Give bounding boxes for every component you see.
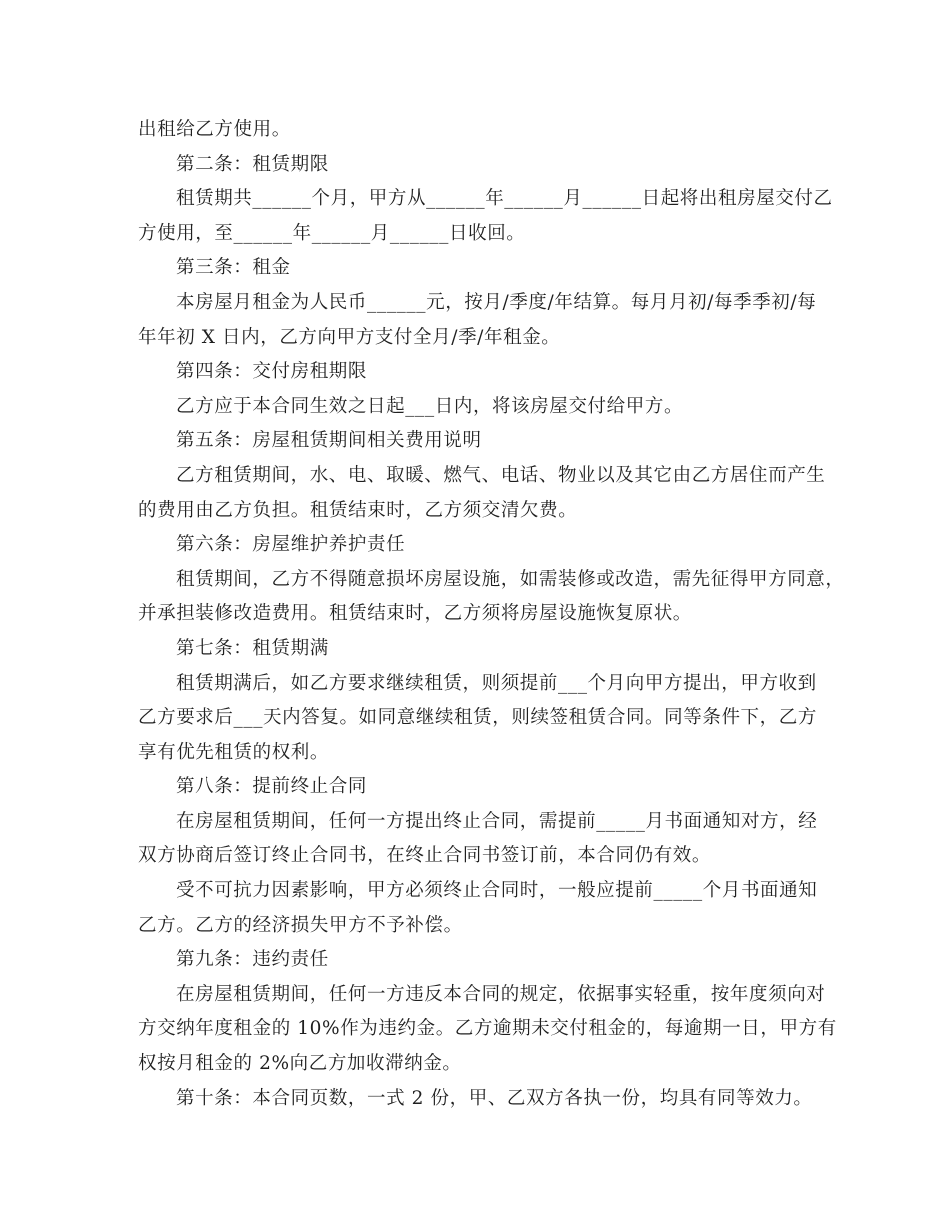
clause-heading-maintenance: 第六条：房屋维护养护责任 (176, 534, 406, 556)
text-line: 租赁期满后，如乙方要求继续租赁，则须提前___个月向甲方提出，甲方收到 (176, 672, 817, 694)
text-line: 受不可抗力因素影响，甲方必须终止合同时，一般应提前_____个月书面通知 (176, 880, 818, 902)
text-line: 乙方。乙方的经济损失甲方不予补偿。 (138, 914, 463, 936)
text-line: 在房屋租赁期间，任何一方提出终止合同，需提前_____月书面通知对方，经 (176, 810, 818, 832)
text-line: 年年初 X 日内，乙方向甲方支付全月/季/年租金。 (138, 326, 561, 348)
clause-heading-payment-deadline: 第四条：交付房租期限 (176, 361, 368, 383)
clause-heading-copies: 第十条：本合同页数，一式 2 份，甲、乙双方各执一份，均具有同等效力。 (176, 1087, 813, 1109)
text-line: 在房屋租赁期间，任何一方违反本合同的规定，依据事实轻重，按年度须向对 (176, 983, 826, 1005)
clause-heading-expiry: 第七条：租赁期满 (176, 637, 329, 659)
text-line: 的费用由乙方负担。租赁结束时，乙方须交清欠费。 (138, 499, 578, 521)
clause-heading-early-termination: 第八条：提前终止合同 (176, 776, 368, 798)
text-line: 出租给乙方使用。 (138, 119, 291, 140)
text-line: 并承担装修改造费用。租赁结束时，乙方须将房屋设施恢复原状。 (138, 603, 692, 625)
contract-text (138, 113, 845, 1116)
clause-heading-rent: 第三条：租金 (176, 257, 291, 279)
text-line: 乙方应于本合同生效之日起___日内，将该房屋交付给甲方。 (176, 395, 684, 417)
text-line: 双方协商后签订终止合同书，在终止合同书签订前，本合同仍有效。 (138, 845, 712, 867)
text-line: 乙方租赁期间，水、电、取暖、燃气、电话、物业以及其它由乙方居住而产生 (176, 464, 826, 486)
clause-heading-term: 第二条：租赁期限 (176, 153, 329, 175)
text-line: 方使用，至______年______月______日收回。 (138, 222, 526, 244)
text-line: 享有优先租赁的权利。 (138, 741, 330, 763)
text-line: 本房屋月租金为人民币______元，按月/季度/年结算。每月月初/每季季初/每 (176, 291, 817, 313)
clause-heading-expenses: 第五条：房屋租赁期间相关费用说明 (176, 430, 482, 452)
text-line: 乙方要求后___天内答复。如同意继续租赁，则续签租赁合同。同等条件下，乙方 (138, 707, 817, 729)
text-line: 方交纳年度租金的 10%作为违约金。乙方逾期未交付租金的，每逾期一日，甲方有 (138, 1018, 837, 1040)
text-line: 租赁期间，乙方不得随意损坏房屋设施，如需装修或改造，需先征得甲方同意， (176, 568, 845, 590)
clause-heading-liability: 第九条：违约责任 (176, 949, 329, 971)
text-line: 权按月租金的 2%向乙方加收滞纳金。 (138, 1053, 462, 1075)
text-line: 租赁期共______个月，甲方从______年______月______日起将出租房屋交付乙 (176, 188, 833, 210)
